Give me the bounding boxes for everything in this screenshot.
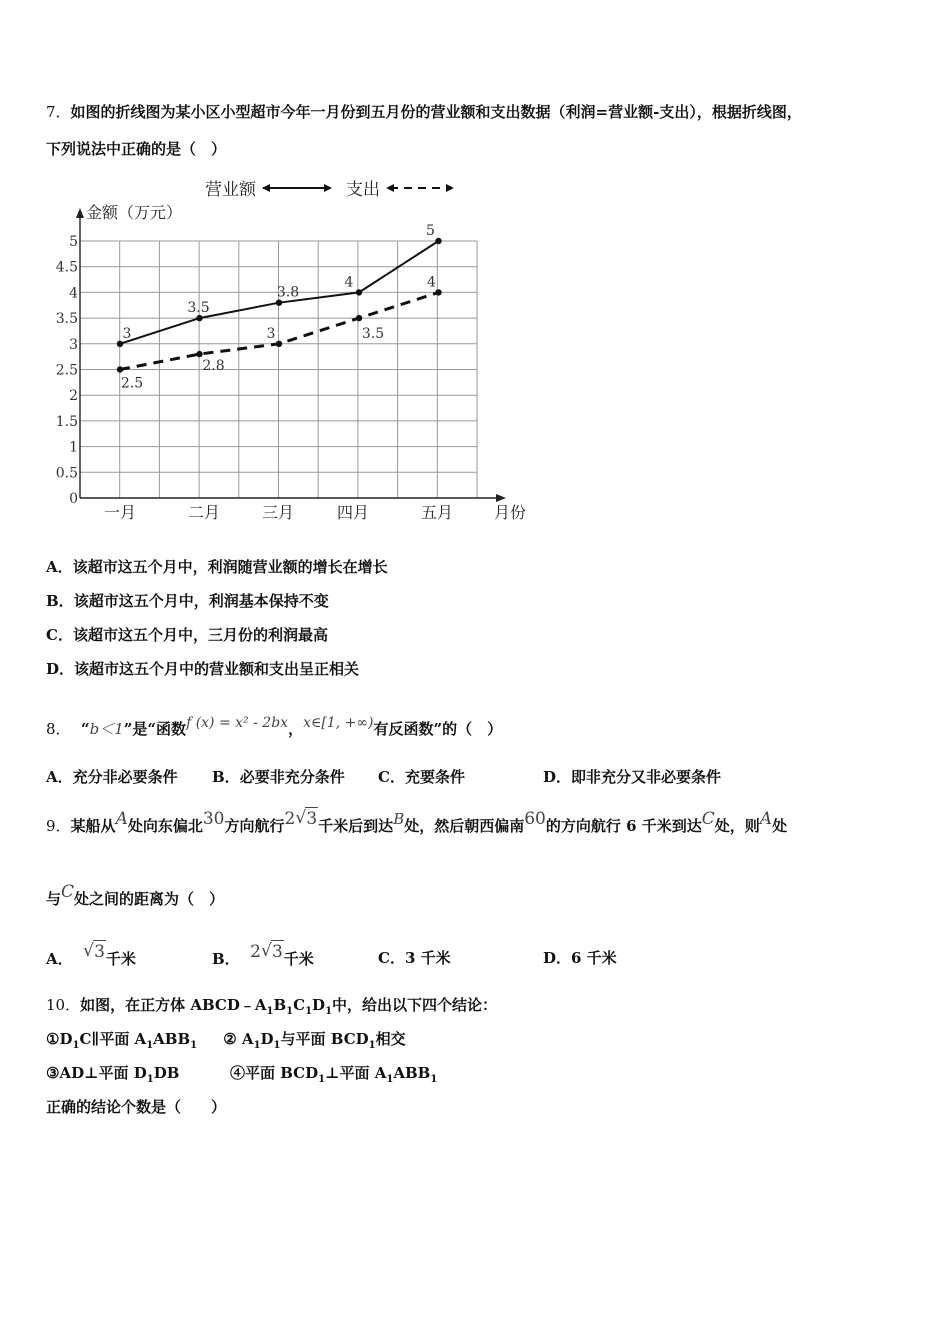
q9-text: 处，然后朝西偏南	[404, 817, 525, 835]
option-label: C．	[378, 949, 405, 967]
q10-stem	[46, 994, 497, 1019]
option-label: B．	[46, 592, 74, 610]
q7-text: 如图的折线图为某小区小型超市今年一月份到五月份的营业额和支出数据（利润=营业额-支出），根据折线图，	[70, 103, 802, 121]
x-axis-arrow	[496, 494, 506, 502]
expense-point	[435, 289, 441, 295]
coef: 2	[284, 809, 296, 829]
expense-data-label: 3.5	[361, 326, 385, 343]
expense-data-label: 2.5	[120, 375, 144, 392]
q8-text-end: 有反函数”的（ ）	[373, 720, 503, 738]
option-label: B．	[212, 950, 240, 968]
q9-text: 处之间的距离为（ ）	[74, 890, 225, 908]
option-label: B．	[212, 768, 240, 786]
x-tick-label: 一月	[103, 503, 137, 522]
c-text: ⊥平面 A	[325, 1064, 387, 1082]
subscript: 1	[318, 1074, 326, 1085]
subscript: 1	[286, 1006, 294, 1017]
subscript: 1	[253, 1040, 261, 1051]
c-text: ABB	[153, 1030, 191, 1048]
revenue-data-label: 5	[426, 223, 435, 239]
q9-option-d[interactable]	[543, 947, 617, 969]
subscript: 1	[273, 1040, 281, 1051]
y-tick-label: 1	[69, 439, 78, 456]
q9-text: 千米后到达	[318, 817, 394, 835]
x-tick-label: 二月	[187, 503, 221, 522]
q10-conclusions-row1	[46, 1028, 406, 1053]
q10-text: D	[312, 996, 326, 1014]
expense-point	[196, 351, 202, 357]
option-label: D．	[46, 660, 75, 678]
q10-ask: 正确的结论个数是（ ）	[46, 1098, 227, 1116]
x-axis-title: 月份	[494, 503, 527, 522]
chart-grid	[80, 241, 477, 498]
point-a: A	[759, 809, 773, 829]
y-tick-label: 0	[69, 491, 78, 507]
option-text: 充要条件	[404, 768, 465, 786]
expense-point	[276, 341, 282, 347]
chart-series	[117, 223, 442, 392]
y-tick-label: 5	[69, 234, 78, 250]
option-text: 即非充分又非必要条件	[571, 768, 722, 786]
option-text: 该超市这五个月中，利润基本保持不变	[73, 592, 329, 610]
subscript: 1	[72, 1040, 80, 1051]
y-axis-title: 金额（万元）	[86, 203, 183, 222]
option-text: 该超市这五个月中，利润随营业额的增长在增长	[72, 558, 388, 576]
conclusion-2	[223, 1030, 406, 1051]
option-label: A．	[46, 558, 73, 576]
point-c: C	[701, 809, 715, 829]
q8-quote: “	[81, 720, 90, 738]
q7-option-d[interactable]	[46, 658, 359, 680]
q7-stem-line2: 下列说法中正确的是（ ）	[46, 140, 227, 158]
q8-option-c[interactable]	[378, 766, 465, 788]
chart-legend	[205, 180, 454, 200]
q8-option-b[interactable]	[212, 766, 345, 788]
q7-number: 7．	[46, 103, 71, 121]
line-chart	[40, 170, 540, 530]
y-tick-label: 2	[69, 388, 78, 405]
c-text: 相交	[375, 1030, 406, 1048]
c-text: D	[260, 1030, 274, 1048]
y-tick-label: 3.5	[55, 311, 78, 328]
q9-option-a[interactable]	[46, 941, 136, 970]
revenue-data-label: 3	[122, 325, 132, 342]
conclusion-4	[230, 1064, 438, 1085]
q9-text: 某船从	[70, 817, 116, 835]
expense-point	[117, 366, 123, 372]
option-text: 该超市这五个月中的营业额和支出呈正相关	[74, 660, 360, 678]
option-label: D．	[543, 768, 572, 786]
q7-option-b[interactable]	[46, 590, 329, 612]
x-tick-label: 四月	[336, 503, 370, 522]
q10-text: 如图，在正方体 ABCD﹣A	[80, 996, 267, 1014]
legend-arrow-right	[446, 184, 454, 192]
radicand: 3	[306, 809, 318, 829]
option-unit: 千米	[283, 950, 314, 968]
option-label: C．	[378, 768, 405, 786]
legend-label-revenue: 营业额	[205, 180, 256, 200]
subscript: 1	[325, 1006, 333, 1017]
y-tick-label: 1.5	[55, 413, 78, 430]
q10-text: B	[273, 996, 287, 1014]
radicand: 3	[94, 942, 105, 962]
q8-domain: x∈[1, +∞)	[303, 715, 374, 731]
q8-comma: ，	[288, 720, 304, 738]
c-text: 与平面 BCD	[280, 1030, 369, 1048]
revenue-data-label: 3.8	[276, 284, 300, 301]
y-tick-label: 0.5	[55, 465, 78, 482]
q9-text: 与	[46, 890, 62, 908]
revenue-data-label: 3.5	[187, 300, 210, 317]
c-text: ④平面 BCD	[230, 1064, 319, 1082]
q8-condition: b＜1	[89, 720, 124, 738]
point-b: B	[393, 810, 405, 828]
expense-data-label: 3	[266, 325, 276, 342]
q8-function: f (x) = x² - 2bx	[186, 715, 289, 731]
conclusion-3	[46, 1062, 230, 1087]
q9-text: 处	[772, 817, 788, 835]
q8-number: 8．	[46, 720, 71, 738]
c-text: ABB	[393, 1064, 431, 1082]
option-unit: 千米	[105, 950, 136, 968]
y-tick-label: 4.5	[55, 259, 78, 276]
x-tick-label: 五月	[420, 503, 454, 522]
q8-text: ”是“函数	[123, 720, 187, 738]
option-label: A．	[46, 768, 73, 786]
legend-arrow-left	[262, 184, 270, 192]
option-text: 必要非充分条件	[239, 768, 345, 786]
c-text: DB	[153, 1064, 180, 1082]
q7-option-a[interactable]	[46, 556, 388, 578]
option-text: 3 千米	[404, 949, 451, 967]
expense-data-label: 4	[427, 274, 436, 291]
q10-text: 中，给出以下四个结论：	[332, 996, 498, 1014]
q9-text: 处，则	[714, 817, 760, 835]
option-text: 该超市这五个月中，三月份的利润最高	[72, 626, 328, 644]
q8-option-a[interactable]	[46, 766, 178, 788]
revenue-point	[435, 238, 441, 244]
point-a: A	[115, 809, 128, 829]
q9-option-b[interactable]	[212, 941, 314, 970]
revenue-point	[356, 289, 362, 295]
q9-text: 的方向航行 6 千米到达	[545, 817, 702, 835]
q10-number: 10．	[46, 996, 81, 1014]
y-tick-label: 2.5	[55, 362, 78, 379]
q8-option-d[interactable]	[543, 766, 721, 788]
subscript: 1	[146, 1040, 154, 1051]
q9-text: 处向东偏北	[127, 817, 203, 835]
subscript: 1	[305, 1006, 313, 1017]
subscript: 1	[430, 1074, 438, 1085]
conclusion-1	[46, 1030, 198, 1051]
revenue-data-label: 4	[344, 274, 354, 291]
q10-conclusions-row2	[46, 1062, 437, 1087]
q7-option-c[interactable]	[46, 624, 328, 646]
subscript: 1	[190, 1040, 198, 1051]
option-text: 6 千米	[571, 949, 617, 967]
legend-arrow-left	[386, 184, 394, 192]
q8-stem	[46, 715, 503, 741]
option-text: 充分非必要条件	[72, 768, 178, 786]
q9-stem-line2	[46, 882, 225, 910]
q9-stem-line1	[46, 808, 788, 837]
option-label: A．	[46, 950, 73, 968]
y-axis-arrow	[76, 208, 84, 218]
point-c: C	[61, 882, 75, 902]
subscript: 1	[146, 1074, 154, 1085]
subscript: 1	[386, 1074, 394, 1085]
option-value: 2 √ 3	[250, 941, 283, 962]
legend-arrow-right	[324, 184, 332, 192]
coef: 2	[250, 942, 261, 962]
distance-2sqrt3: 2 √ 3	[284, 808, 318, 829]
c-text: ①D	[46, 1030, 73, 1048]
y-tick-label: 3	[69, 336, 78, 353]
angle-30: 30	[202, 809, 225, 829]
c-text: ③AD⊥平面 D	[46, 1064, 147, 1082]
y-tick-label: 4	[69, 285, 78, 302]
subscript: 1	[368, 1040, 376, 1051]
angle-60: 60	[524, 809, 546, 829]
c-text: C∥平面 A	[79, 1030, 147, 1048]
expense-point	[356, 315, 362, 321]
option-label: D．	[543, 949, 572, 967]
q10-text: C	[293, 996, 306, 1014]
q7-stem-line1	[46, 101, 802, 123]
option-value: √ 3	[83, 941, 105, 962]
option-label: C．	[46, 626, 73, 644]
c-text: ② A	[223, 1030, 254, 1048]
subscript: 1	[266, 1006, 274, 1017]
x-tick-label: 三月	[261, 503, 295, 522]
expense-data-label: 2.8	[202, 358, 225, 375]
chart-axes	[56, 203, 526, 522]
radicand: 3	[271, 942, 283, 962]
q9-number: 9．	[46, 817, 71, 835]
q9-text: 方向航行	[224, 817, 285, 835]
legend-label-expense: 支出	[346, 180, 380, 200]
q9-option-c[interactable]	[378, 947, 451, 969]
